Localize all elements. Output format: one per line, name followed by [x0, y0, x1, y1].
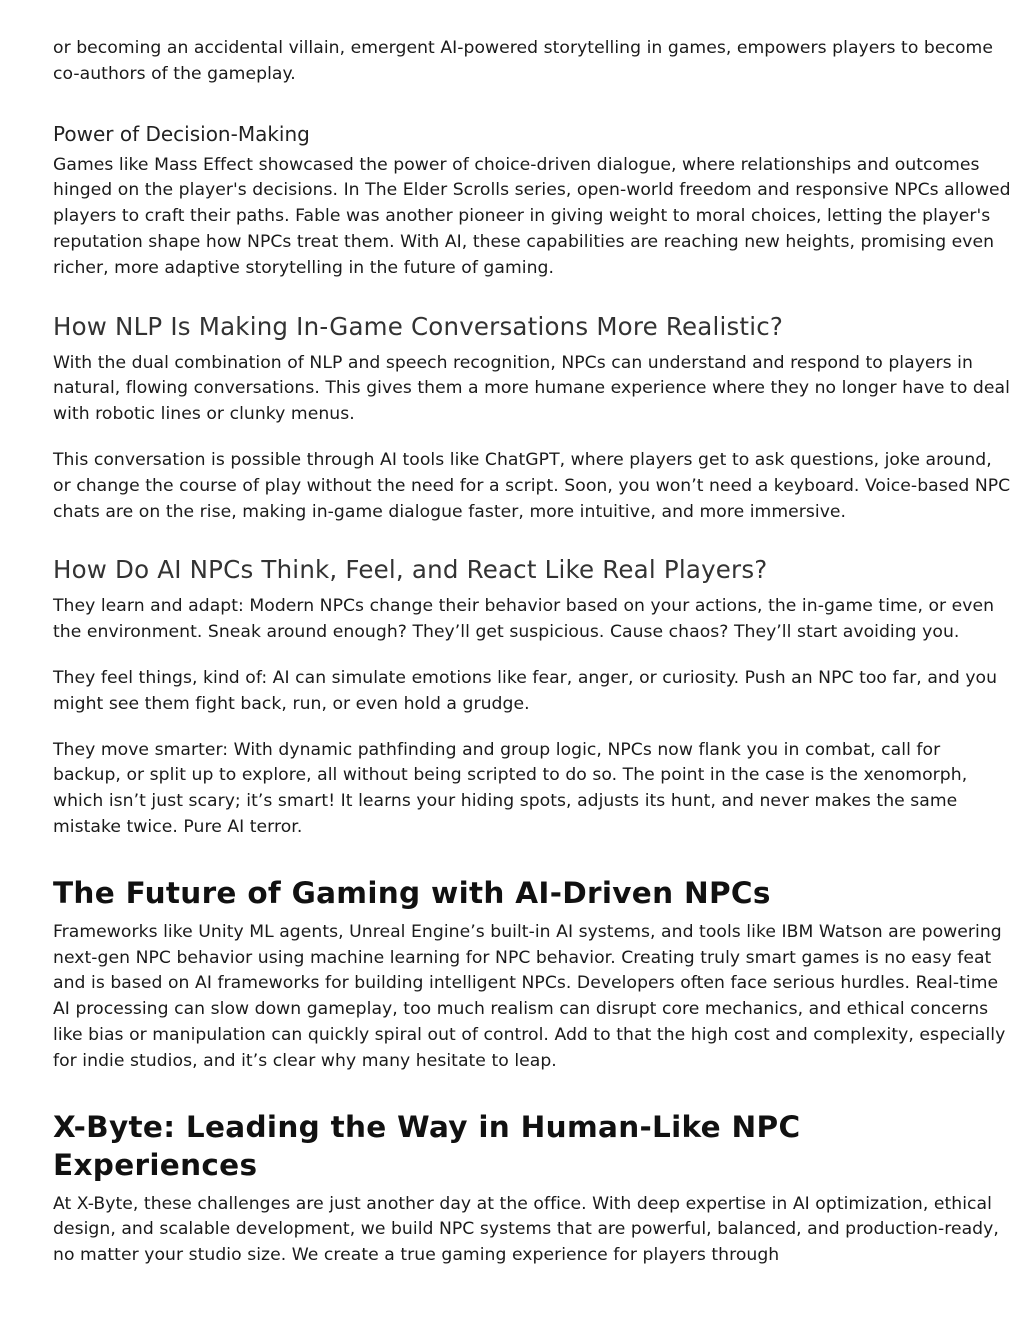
decision-paragraph: Games like Mass Effect showcased the power of choice-driven dialogue, where relationships and outcomes hinged on the player's decisions. In The Elder Scrolls series, open-world freedom and responsive NPCs allowed players to craft their paths. Fable was another pioneer in giving weight to moral choices, letting the player's reputation shape how NPCs treat them. With AI, these capabilities are reaching new heights, promising even richer, more adaptive storytelling in the future of gaming. — [53, 154, 1011, 278]
nlp-heading: How NLP Is Making In-Game Conversations More Realistic? — [53, 311, 784, 341]
decision-heading: Power of Decision-Making — [53, 121, 310, 146]
future-paragraph: Frameworks like Unity ML agents, Unreal Engine’s built-in AI systems, and tools like IBM Watson are powering next-gen NPC behavior using machine learning for NPC behavior. Creating truly smart games is no easy feat and is based on AI frameworks for building intelligent NPCs. Developers often face serious hurdles. Real-time AI processing can slow down gameplay, too much realism can disrupt core mechanics, and ethical concerns like bias or manipulation can quickly spiral out of control. Add to that the high cost and complexity, especially for indie studios, and it’s clear why many hesitate to leap. — [53, 921, 1006, 1071]
article-body — [53, 36, 1013, 1269]
think-paragraph-3: They move smarter: With dynamic pathfinding and group logic, NPCs now flank you in combat, call for backup, or split up to explore, all without being scripted to do so. The point in the case is the xenomorph, which isn’t just scary; it’s smart! It learns your hiding spots, adjusts its hunt, and never makes the same mistake twice. Pure AI terror. — [53, 739, 968, 837]
xbyte-paragraph: At X-Byte, these challenges are just another day at the office. With deep expertise in AI optimization, ethical design, and scalable development, we build NPC systems that are powerful, balanced, and production-ready, no matter your studio size. We create a true gaming experience for players through — [53, 1193, 999, 1266]
nlp-paragraph-2: This conversation is possible through AI tools like ChatGPT, where players get to ask questions, joke around, or change the course of play without the need for a script. Soon, you won’t need a keyboard. Voice-based NPC chats are on the rise, making in-game dialogue faster, more intuitive, and more immersive. — [53, 449, 1011, 522]
nlp-paragraph-1: With the dual combination of NLP and speech recognition, NPCs can understand and respond to players in natural, flowing conversations. This gives them a more humane experience where they no longer have to deal with robotic lines or clunky menus. — [53, 352, 1010, 425]
xbyte-heading: X-Byte: Leading the Way in Human-Like NPC Experiences — [53, 1109, 801, 1182]
future-heading: The Future of Gaming with AI-Driven NPCs — [53, 875, 771, 910]
think-paragraph-2: They feel things, kind of: AI can simulate emotions like fear, anger, or curiosity. Push an NPC too far, and you might see them fight back, run, or even hold a grudge. — [53, 667, 998, 714]
think-heading: How Do AI NPCs Think, Feel, and React Like Real Players? — [53, 555, 768, 585]
intro-paragraph: or becoming an accidental villain, emergent AI-powered storytelling in games, empowers players to become co-authors of the gameplay. — [53, 38, 993, 84]
think-paragraph-1: They learn and adapt: Modern NPCs change their behavior based on your actions, the in-game time, or even the environment. Sneak around enough? They’ll get suspicious. Cause chaos? They’ll start avoiding you. — [53, 596, 995, 643]
